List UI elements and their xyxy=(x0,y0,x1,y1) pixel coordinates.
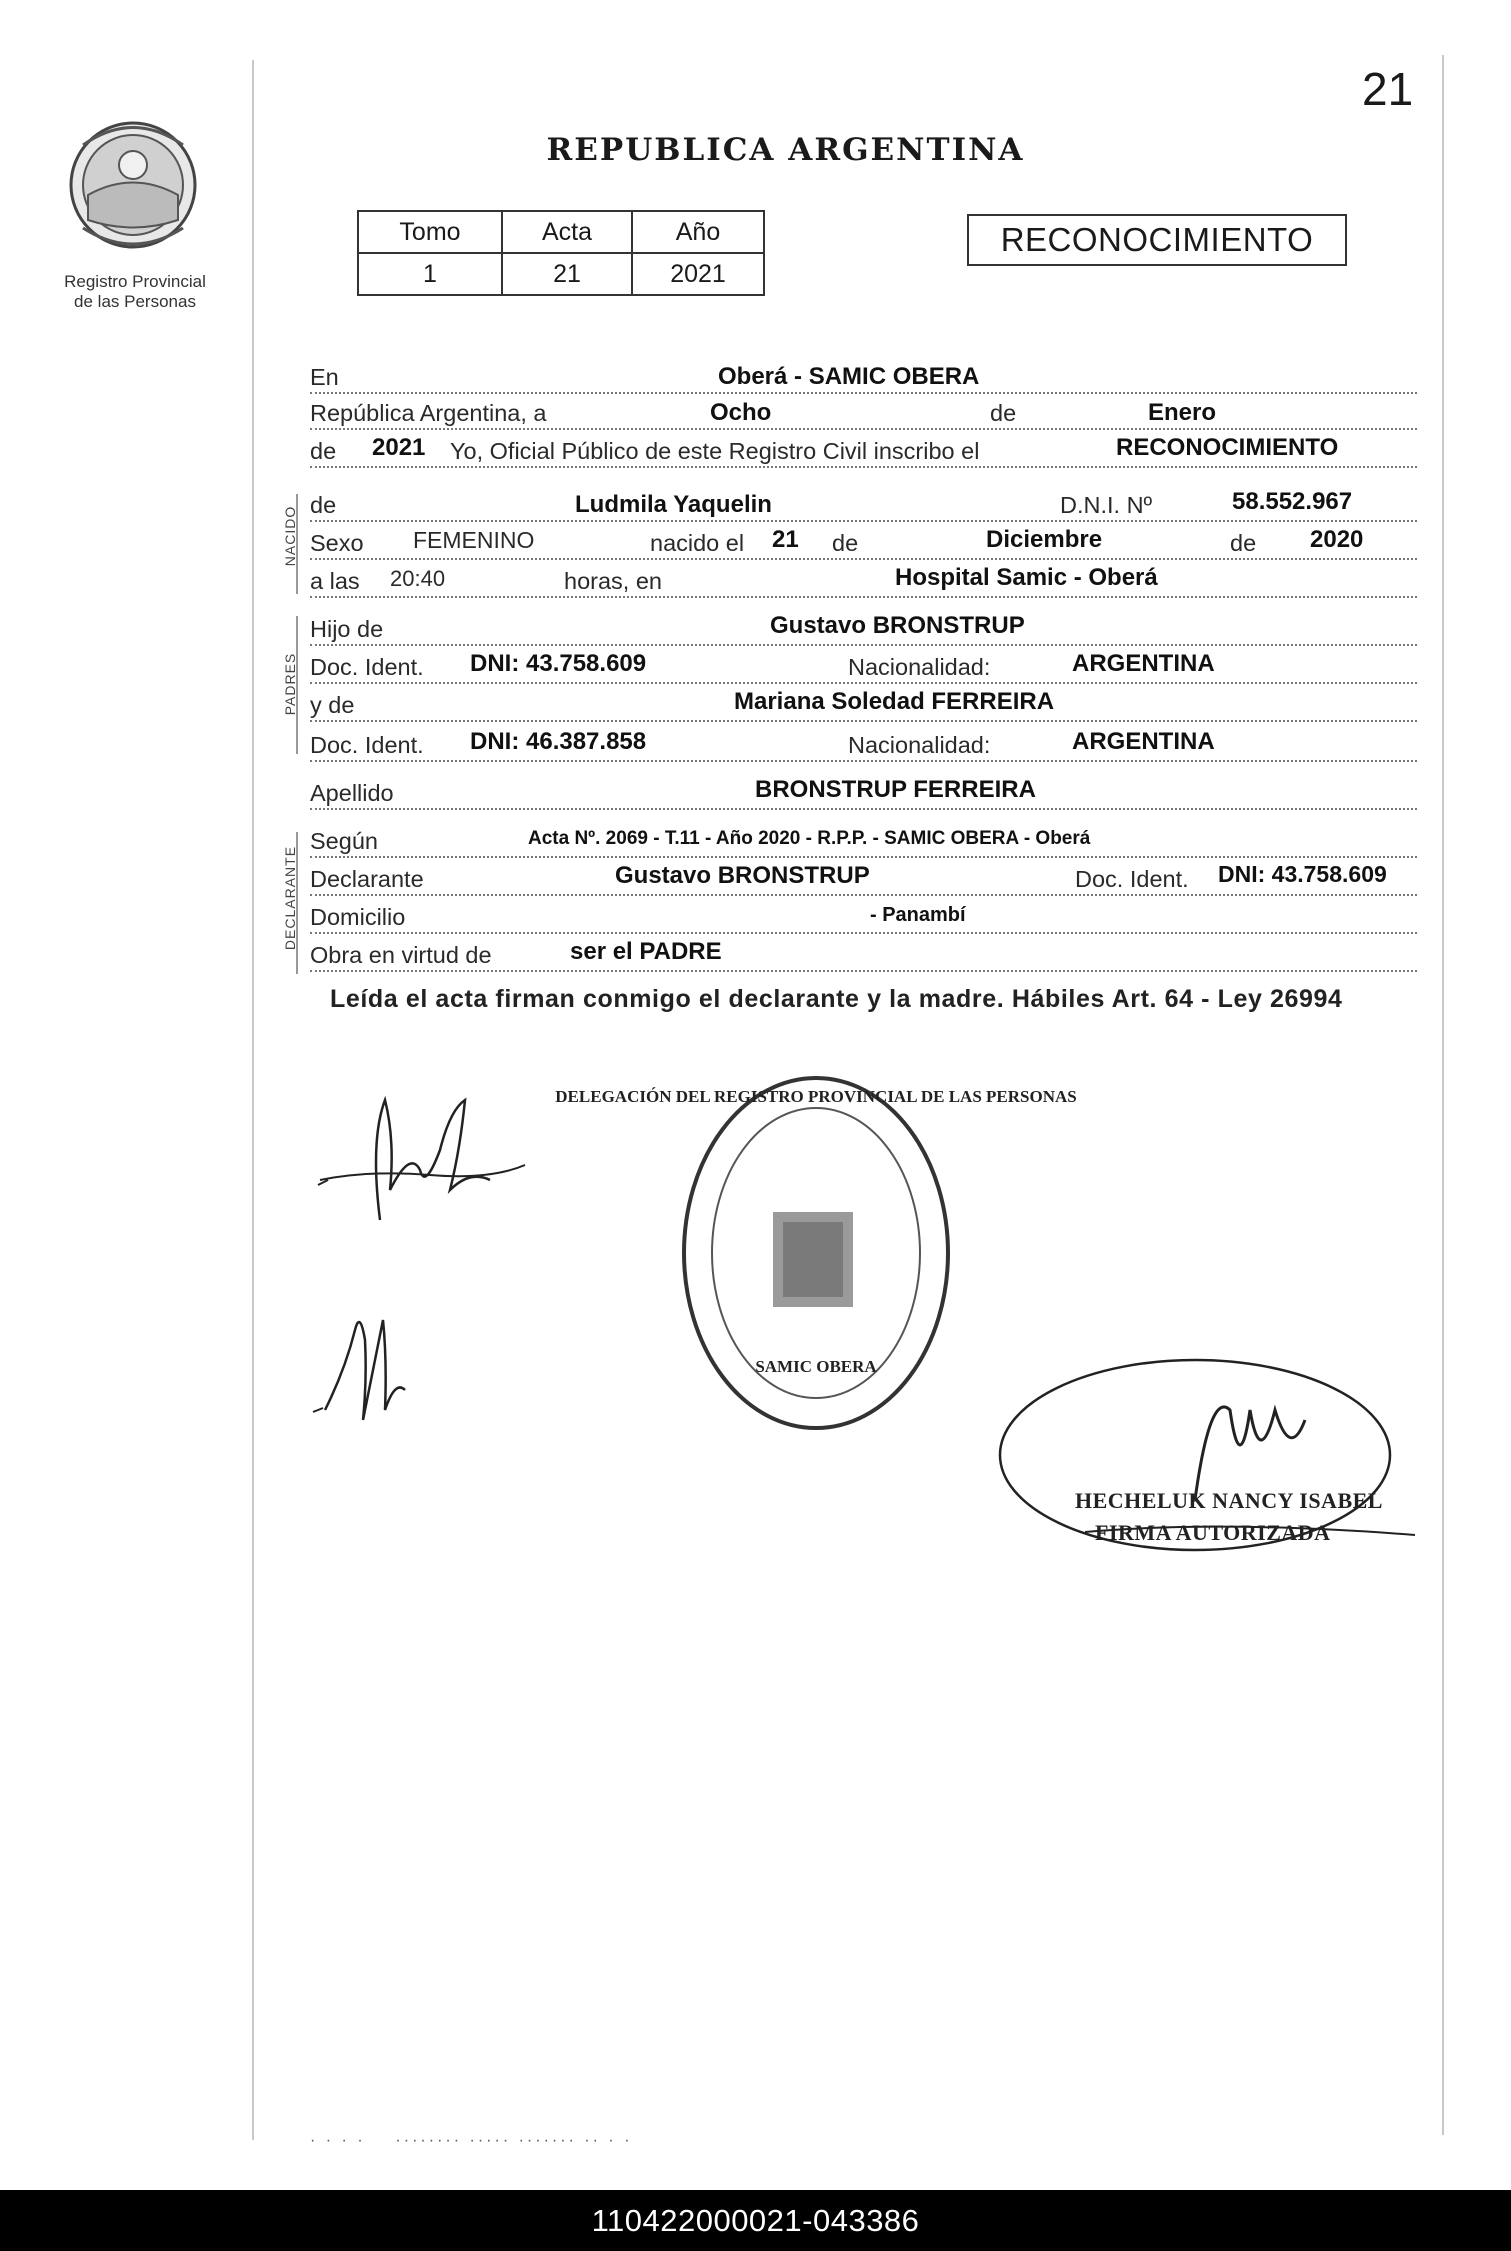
line-republica xyxy=(310,398,1417,432)
mother-name: Mariana Soledad FERREIRA xyxy=(734,688,1055,715)
doc3-label: Doc. Ident. xyxy=(1075,866,1189,892)
apellido-label: Apellido xyxy=(310,780,394,806)
dni-label: D.N.I. Nº xyxy=(1060,492,1153,518)
country-title: REPUBLICA ARGENTINA xyxy=(546,132,1025,168)
birth-place: Hospital Samic - Oberá xyxy=(895,564,1158,591)
footer-dots: · · · · ········ ····· ······· ·· · · xyxy=(310,2132,633,2149)
official-signature-icon xyxy=(995,1350,1425,1590)
anio-value: 2021 xyxy=(632,253,764,295)
line-obra xyxy=(310,940,1417,974)
line-father-doc xyxy=(310,652,1417,686)
surname: BRONSTRUP FERREIRA xyxy=(755,776,1036,803)
obra-label: Obra en virtud de xyxy=(310,942,492,968)
year-value: 2021 xyxy=(372,434,426,461)
mother-nationality: ARGENTINA xyxy=(1072,728,1215,755)
signature-madre-icon xyxy=(305,1300,425,1430)
acta-header: Acta xyxy=(502,211,632,253)
nacionalidad-label: Nacionalidad: xyxy=(848,654,991,680)
line-mother-doc xyxy=(310,730,1417,764)
declarante-doc: DNI: 43.758.609 xyxy=(1218,861,1387,887)
padres-side-label: PADRES xyxy=(282,652,298,716)
birth-year: 2020 xyxy=(1310,526,1364,553)
logo-caption-line1: Registro Provincial xyxy=(64,272,206,291)
right-margin-rule xyxy=(1442,55,1444,2135)
de4-label: de xyxy=(1230,530,1257,556)
hijo-label: Hijo de xyxy=(310,616,384,642)
doc-label: Doc. Ident. xyxy=(310,654,424,680)
act-value: RECONOCIMIENTO xyxy=(1116,434,1339,461)
de-label: de xyxy=(990,400,1017,426)
document-code-bar: 110422000021-043386 xyxy=(0,2190,1511,2251)
nacionalidad2-label: Nacionalidad: xyxy=(848,732,991,758)
record-table xyxy=(357,210,765,296)
tomo-header: Tomo xyxy=(358,211,502,253)
declarante-label: Declarante xyxy=(310,866,424,892)
nacido-side-label: NACIDO xyxy=(282,505,298,567)
line-en xyxy=(310,362,1417,396)
birth-time: 20:40 xyxy=(390,566,446,591)
obra-value: ser el PADRE xyxy=(570,938,722,965)
declarante-side-label: DECLARANTE xyxy=(282,845,298,951)
line-declarante xyxy=(310,861,1417,898)
en-value: Oberá - SAMIC OBERA xyxy=(718,363,980,390)
seal-text: DELEGACIÓN DEL REGISTRO PROVINCIAL DE LAS PERSONAS xyxy=(555,1087,1077,1106)
yde-label: y de xyxy=(310,692,355,718)
segun-label: Según xyxy=(310,828,378,854)
logo-caption-line2: de las Personas xyxy=(74,292,196,311)
anio-header: Año xyxy=(632,211,764,253)
left-margin-rule xyxy=(252,60,254,2140)
doc2-label: Doc. Ident. xyxy=(310,732,424,758)
sexo-value: FEMENINO xyxy=(413,527,535,553)
line-hijo xyxy=(310,614,1417,648)
line-year xyxy=(310,436,1417,470)
official-title-stamp: FIRMA AUTORIZADA xyxy=(1095,1520,1331,1545)
month-value: Enero xyxy=(1148,399,1217,426)
record-type-box: RECONOCIMIENTO xyxy=(967,214,1347,266)
alas-label: a las xyxy=(310,568,360,594)
record-table-values xyxy=(358,253,764,295)
line-apellido xyxy=(310,778,1417,812)
line-domicilio xyxy=(310,902,1417,936)
record-table-header xyxy=(358,211,764,253)
domicilio-value: - Panambí xyxy=(870,904,966,926)
horas-label: horas, en xyxy=(564,568,662,594)
sexo-label: Sexo xyxy=(310,530,364,556)
signature-declarante-icon xyxy=(310,1080,540,1230)
birth-month: Diciembre xyxy=(986,526,1103,553)
father-nationality: ARGENTINA xyxy=(1072,650,1215,677)
acta-value: 21 xyxy=(502,253,632,295)
child-dni: 58.552.967 xyxy=(1232,488,1353,515)
de3-label: de xyxy=(832,530,859,556)
child-de-label: de xyxy=(310,492,337,518)
seal-bottom-text: SAMIC OBERA xyxy=(755,1357,877,1376)
line-hora xyxy=(310,566,1417,600)
child-name: Ludmila Yaquelin xyxy=(575,491,772,518)
line-sexo xyxy=(310,528,1417,562)
registrar-text: Yo, Oficial Público de este Registro Civil inscribo el xyxy=(450,438,980,464)
declarante-name: Gustavo BRONSTRUP xyxy=(615,862,870,889)
line-segun xyxy=(310,826,1417,860)
line-child-name xyxy=(310,490,1417,524)
birth-day: 21 xyxy=(772,526,799,553)
de2-label: de xyxy=(310,438,337,464)
republica-label: República Argentina, a xyxy=(310,400,547,426)
father-name: Gustavo BRONSTRUP xyxy=(770,612,1025,639)
official-name-stamp: HECHELUK NANCY ISABEL xyxy=(1075,1488,1383,1513)
day-word: Ocho xyxy=(710,399,772,426)
segun-value: Acta Nº. 2069 - T.11 - Año 2020 - R.P.P. - SAMIC OBERA - Oberá xyxy=(528,828,1091,849)
father-doc: DNI: 43.758.609 xyxy=(470,650,647,677)
closing-note: Leída el acta firman conmigo el declarante y la madre. Hábiles Art. 64 - Ley 26994 xyxy=(330,985,1343,1013)
registro-provincial-seal-icon xyxy=(555,1072,1077,1434)
en-label: En xyxy=(310,364,339,390)
line-mother xyxy=(310,690,1417,724)
domicilio-label: Domicilio xyxy=(310,904,406,930)
nacido-label: nacido el xyxy=(650,530,745,556)
tomo-value: 1 xyxy=(358,253,502,295)
page-number: 21 xyxy=(1362,63,1414,115)
mother-doc: DNI: 46.387.858 xyxy=(470,728,647,755)
logo-caption xyxy=(30,272,240,312)
